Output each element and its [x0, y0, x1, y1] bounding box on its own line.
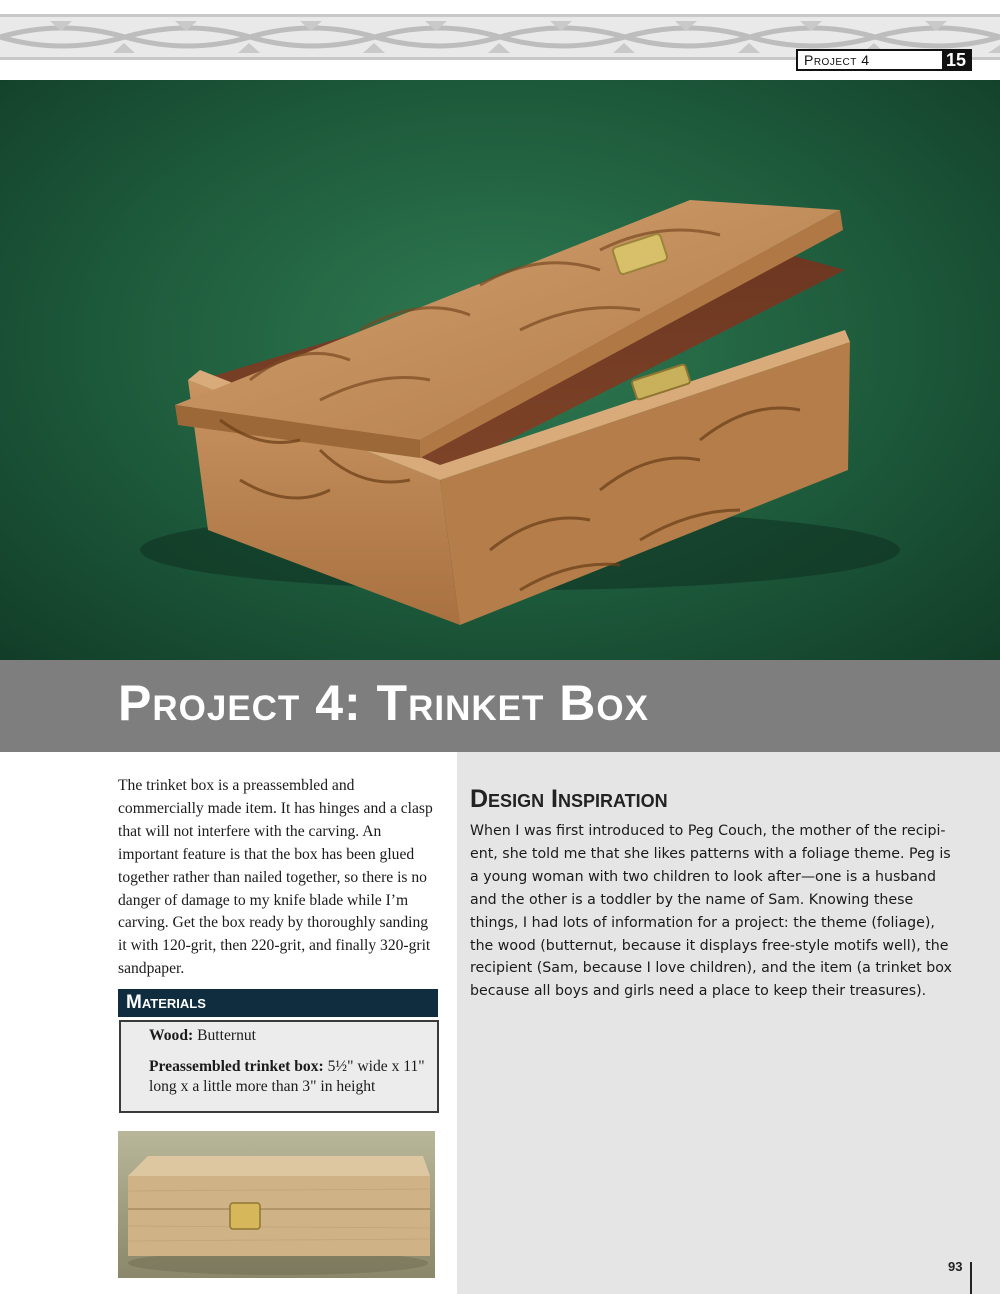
materials-item-label: Preassembled trinket box: [149, 1057, 324, 1075]
chapter-number: 15 [942, 51, 970, 69]
design-inspiration-text: When I was first introduced to Peg Couch, the mother of the recipi-ent, she told me that she likes patterns with a foliage theme. Peg is a young woman with two children to look after—one is a husband and the other is a toddler by the name of Sam. Knowing these things, I had lots of information for a project: the theme (foliage), the wood (butternut, because it displays free-style motifs well), the recipient (Sam, because I love children), and the item (a trinket box because all boys and girls need a place to keep their treasures). [470, 823, 952, 1000]
materials-list [119, 1020, 439, 1113]
materials-item-box [149, 1057, 425, 1098]
plain-trinket-box-photo [118, 1131, 435, 1278]
running-header [796, 49, 972, 71]
materials-item-value: 5½" wide x 11" long x a little more than 3" in height [149, 1057, 425, 1095]
materials-item-value: Butternut [197, 1027, 257, 1044]
intro-paragraph: The trinket box is a preassembled and commercially made item. It has hinges and a clasp that will not interfere with the carving. An important feature is that the box has been glued together rather than nailed together, so there is no danger of damage to my knife blade while I’m carving. Get the box ready by thoroughly sanding it with 120-grit, then 220-grit, and finally 320-grit sandpaper. [118, 777, 433, 978]
page-number: 93 [948, 1259, 963, 1274]
page-number-rule [970, 1262, 972, 1294]
design-inspiration-heading: Design Inspiration [470, 785, 668, 813]
title-band [0, 660, 1000, 752]
materials-item-wood [149, 1026, 425, 1047]
section-label: Project 4 [804, 52, 870, 68]
materials-item-label: Wood: [149, 1027, 194, 1044]
materials-heading: Materials [118, 989, 438, 1017]
page-title: Project 4: Trinket Box [118, 675, 649, 731]
carved-trinket-box-photo [0, 80, 1000, 660]
